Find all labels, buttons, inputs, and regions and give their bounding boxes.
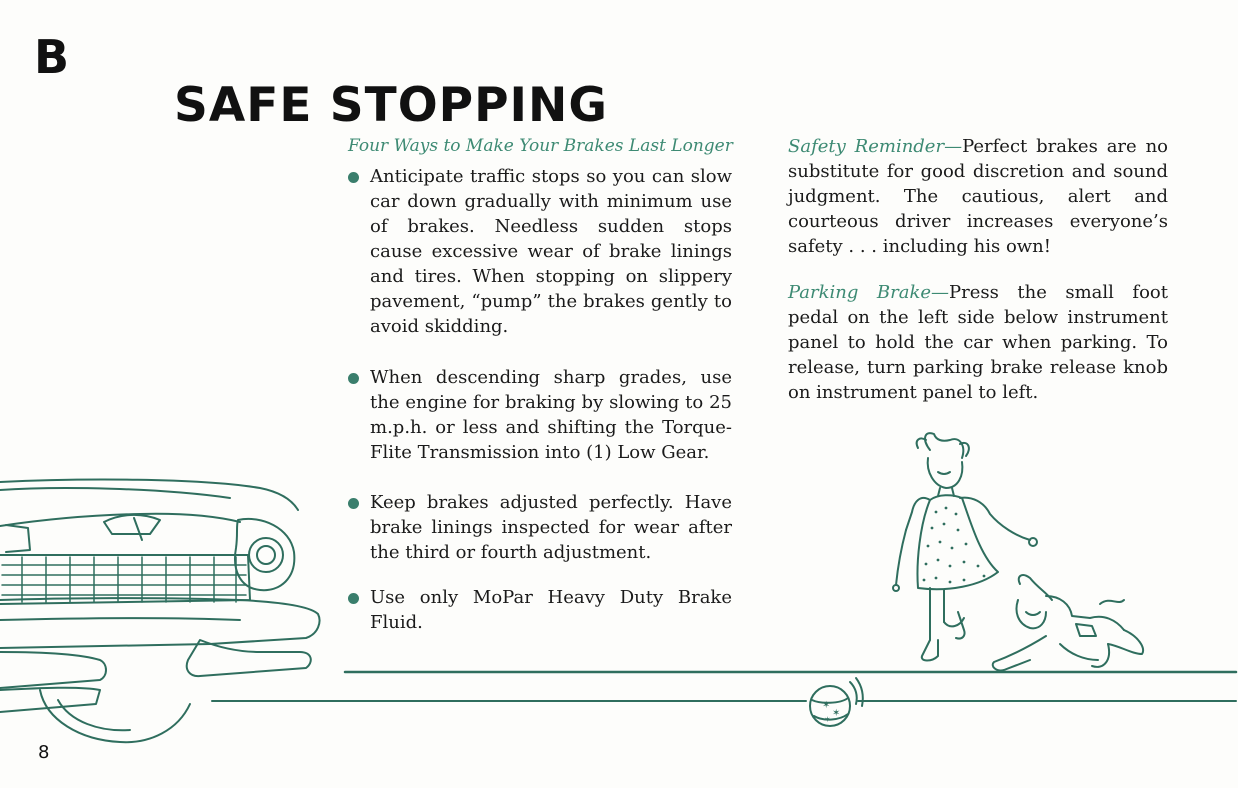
tip-text: Keep brakes adjusted perfectly. Have brake linings inspected for wear after the third or fourth adjustment. (370, 492, 732, 563)
svg-text:✶: ✶ (822, 700, 831, 711)
safety-reminder-text: Perfect brakes are no substitute for good discretion and sound judgment. The cautious, alert and courteous driver increases everyone’s safety . . . including his own! (788, 136, 1168, 257)
tip-text: Use only MoPar Heavy Duty Brake Fluid. (370, 587, 732, 633)
tip-text: When descending sharp grades, use the engine for braking by slowing to 25 m.p.h. or less and shifting the Torque-Flite Transmission into (1) Low Gear. (370, 367, 732, 463)
safety-reminder-lead: Safety Reminder— (788, 136, 963, 157)
section-letter: B (34, 30, 69, 84)
page-number: 8 (38, 742, 50, 763)
ball-illustration (810, 678, 863, 726)
svg-text:✶: ✶ (832, 708, 841, 719)
car-grille (2, 557, 246, 602)
page-subtitle: Four Ways to Make Your Brakes Last Longer (348, 136, 733, 156)
girl-illustration (893, 433, 1037, 660)
parking-brake-text: Press the small foot pedal on the left side below instrument panel to hold the car when parking. To release, turn parking brake release knob on instrument panel to left. (788, 282, 1168, 403)
girl-dress-dots (923, 507, 986, 584)
dog-illustration (993, 575, 1143, 670)
page-title: SAFE STOPPING (174, 78, 608, 133)
tip-text: Anticipate traffic stops so you can slow car down gradually with minimum use of brakes. Needless sudden stops cause excessive wear of brake linings and tires. When stopping on slippery pavement, “pump” the brakes gently to avoid skidding. (370, 166, 732, 337)
svg-text:✶: ✶ (824, 715, 831, 724)
parking-brake-lead: Parking Brake— (788, 282, 950, 303)
car-front-illustration (0, 480, 320, 743)
ground-line (212, 672, 1236, 701)
